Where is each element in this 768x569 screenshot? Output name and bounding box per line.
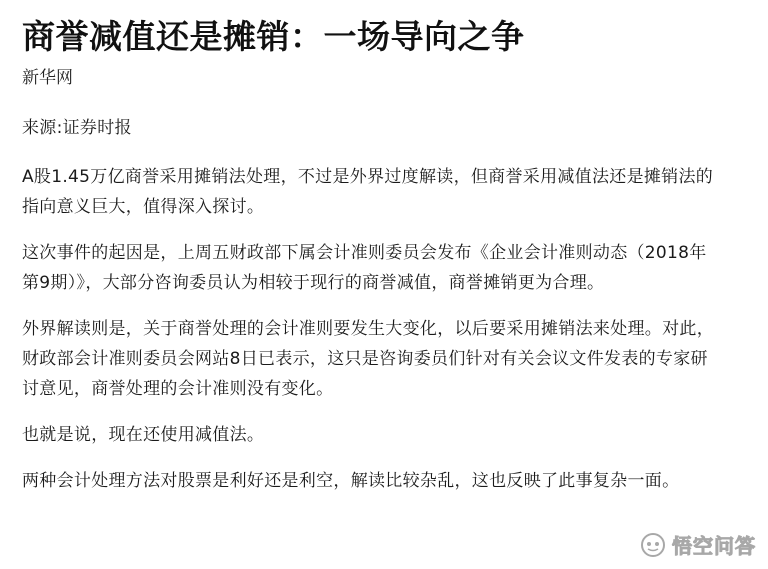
paragraph-3: 外界解读则是，关于商誉处理的会计准则要发生大变化，以后要采用摊销法来处理。对此，财政部会计准则委员会网站8日已表示，这只是咨询委员们针对有关会议文件发表的专家研讨意见，商誉处理的会计准则没有变化。 [22,319,714,399]
watermark [640,530,756,559]
paragraph-2: 这次事件的起因是，上周五财政部下属会计准则委员会发布《企业会计准则动态（2018年第9期）》，大部分咨询委员认为相较于现行的商誉减值，商誉摊销更为合理。 [22,243,707,293]
paragraph-5: 两种会计处理方法对股票是利好还是利空，解读比较杂乱，这也反映了此事复杂一面。 [22,471,680,491]
article [22,0,722,496]
watermark-text: 悟空问答 [672,534,756,558]
paragraph-4: 也就是说，现在还使用减值法。 [22,425,265,445]
paragraph-1: A股1.45万亿商誉采用摊销法处理，不过是外界过度解读，但商誉采用减值法还是摊销法的指向意义巨大，值得深入探讨。 [22,167,714,217]
article-title: 商誉减值还是摊销：一场导向之争 [22,17,525,56]
publisher-name: 新华网 [22,68,73,88]
wukong-logo-icon [640,532,666,558]
article-origin: 来源:证券时报 [22,118,132,138]
